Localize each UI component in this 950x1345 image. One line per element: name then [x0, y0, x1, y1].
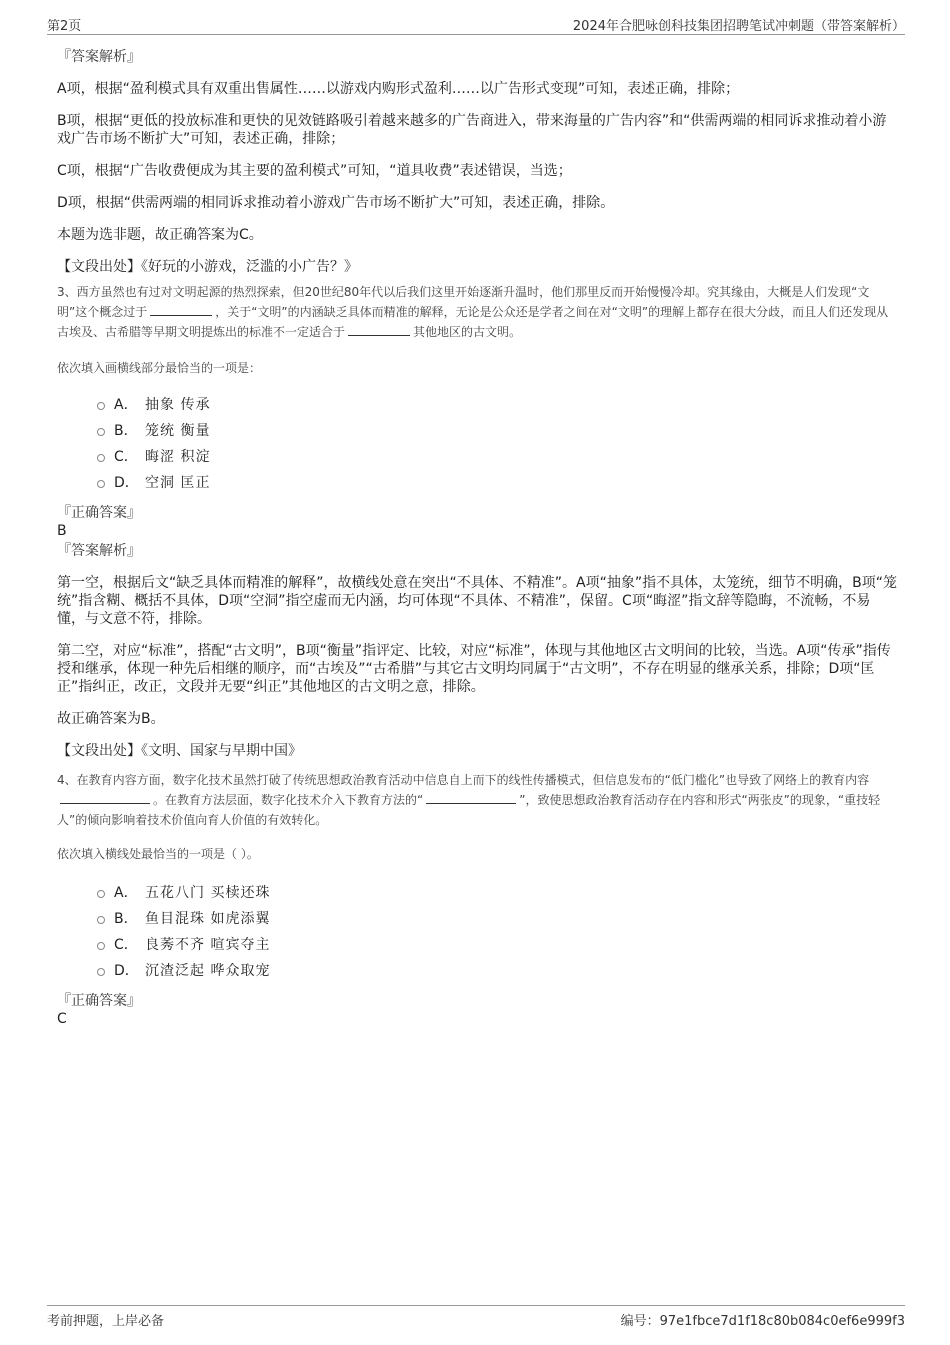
blank-line: [426, 791, 516, 804]
document-body: [57, 48, 897, 1028]
page-header: [47, 14, 905, 35]
blank-line: [348, 323, 410, 336]
radio-icon[interactable]: [97, 942, 105, 950]
answer-analysis-label: 『答案解析』: [57, 543, 141, 559]
passage-source: 【文段出处】《好玩的小游戏，泛滥的小广告？》: [57, 259, 358, 275]
correct-answer-label: 『正确答案』: [57, 993, 141, 1009]
option-b[interactable]: B． 鱼目混珠 如虎添翼: [57, 906, 897, 932]
question-3-instruction: 依次填入画横线部分最恰当的一项是：: [57, 361, 262, 375]
option-d[interactable]: D． 空洞 匡正: [57, 470, 897, 496]
option-d[interactable]: D． 沉渣泛起 哗众取宠: [57, 958, 897, 984]
option-b[interactable]: B． 笼统 衡量: [57, 418, 897, 444]
radio-icon[interactable]: [97, 480, 105, 488]
radio-icon[interactable]: [97, 402, 105, 410]
blank-line: [150, 303, 212, 316]
question-4-stem: 4、在教育内容方面，数字化技术虽然打破了传统思想政治教育活动中信息自上而下的线性传播模式，但信息发布的“低门槛化”也导致了网络上的教育内容。在教育方法层面，数字化技术介入下教育方法的“ ”，致使思想政治教育活动存在内容和形式“两张皮”的现象，“重技轻人”的倾向影响着技术价值向育人价值的有效转化。: [57, 773, 881, 827]
blank-line: [60, 791, 150, 804]
document-title: 2024年合肥咏创科技集团招聘笔试冲刺题（带答案解析）: [572, 19, 905, 34]
page-footer: [47, 1305, 905, 1329]
radio-icon[interactable]: [97, 968, 105, 976]
analysis-option-b: B项，根据“更低的投放标准和更快的见效链路吸引着越来越多的广告商进入，带来海量的广告内容”和“供需两端的相同诉求推动着小游戏广告市场不断扩大”可知，表述正确，排除；: [57, 113, 887, 147]
option-c[interactable]: C． 良莠不齐 喧宾夺主: [57, 932, 897, 958]
option-a[interactable]: A． 抽象 传承: [57, 392, 897, 418]
analysis-option-a: A项，根据“盈利模式具有双重出售属性……以游戏内购形式盈利……以广告形式变现”可知，表述正确，排除；: [57, 81, 740, 97]
question-3-options: [57, 392, 897, 496]
analysis-conclusion: 本题为选非题，故正确答案为C。: [57, 227, 263, 243]
radio-icon[interactable]: [97, 428, 105, 436]
option-c[interactable]: C． 晦涩 积淀: [57, 444, 897, 470]
analysis-blank-1: 第一空，根据后文“缺乏具体而精准的解释”，故横线处意在突出“不具体、不精准”。A项“抽象”指不具体，太笼统，细节不明确，B项“笼统”指含糊、概括不具体，D项“空洞”指空虚而无内涵，均可体现“不具体、不精准”，保留。C项“晦涩”指文辞等隐晦，不流畅，不易懂，与文意不符，排除。: [57, 575, 897, 627]
correct-answer: B: [57, 523, 67, 539]
answer-analysis-label: 『答案解析』: [57, 49, 141, 65]
question-3-stem: 3、西方虽然也有过对文明起源的热烈探索，但20世纪80年代以后我们这里开始逐渐升温时，他们那里反而开始慢慢冷却。究其缘由，大概是人们发现“文明”这个概念过于 ，关于“文明”的内涵缺乏具体而精准的解释，无论是公众还是学者之间在对“文明”的理解上都存在很大分歧，而且人们还发现从古埃及、古希腊等早期文明提炼出的标准不一定适合于 其他地区的古文明。: [57, 285, 889, 339]
question-4-options: [57, 880, 897, 984]
correct-answer: C: [57, 1011, 67, 1027]
document-code: 编号：97e1fbce7d1f18c80b084c0ef6e999f3: [620, 1314, 905, 1329]
passage-source: 【文段出处】《文明、国家与早期中国》: [57, 743, 302, 759]
analysis-conclusion: 故正确答案为B。: [57, 711, 165, 727]
page-number: 第2页: [47, 19, 82, 34]
analysis-option-d: D项，根据“供需两端的相同诉求推动着小游戏广告市场不断扩大”可知，表述正确，排除。: [57, 195, 615, 211]
correct-answer-label: 『正确答案』: [57, 505, 141, 521]
option-a[interactable]: A． 五花八门 买椟还珠: [57, 880, 897, 906]
analysis-option-c: C项，根据“广告收费便成为其主要的盈利模式”可知，“道具收费”表述错误，当选；: [57, 163, 572, 179]
radio-icon[interactable]: [97, 890, 105, 898]
question-4-instruction: 依次填入横线处最恰当的一项是（ ）。: [57, 847, 259, 861]
radio-icon[interactable]: [97, 454, 105, 462]
footer-slogan: 考前押题，上岸必备: [47, 1314, 165, 1329]
radio-icon[interactable]: [97, 916, 105, 924]
analysis-blank-2: 第二空，对应“标准”，搭配“古文明”，B项“衡量”指评定、比较，对应“标准”，体现与其他地区古文明间的比较，当选。A项“传承”指传授和继承，体现一种先后相继的顺序，而“古埃及”“古希腊”与其它古文明均同属于“古文明”，不存在明显的继承关系，排除；D项“匡正”指纠正，改正，文段并无要“纠正”其他地区的古文明之意，排除。: [57, 643, 891, 695]
